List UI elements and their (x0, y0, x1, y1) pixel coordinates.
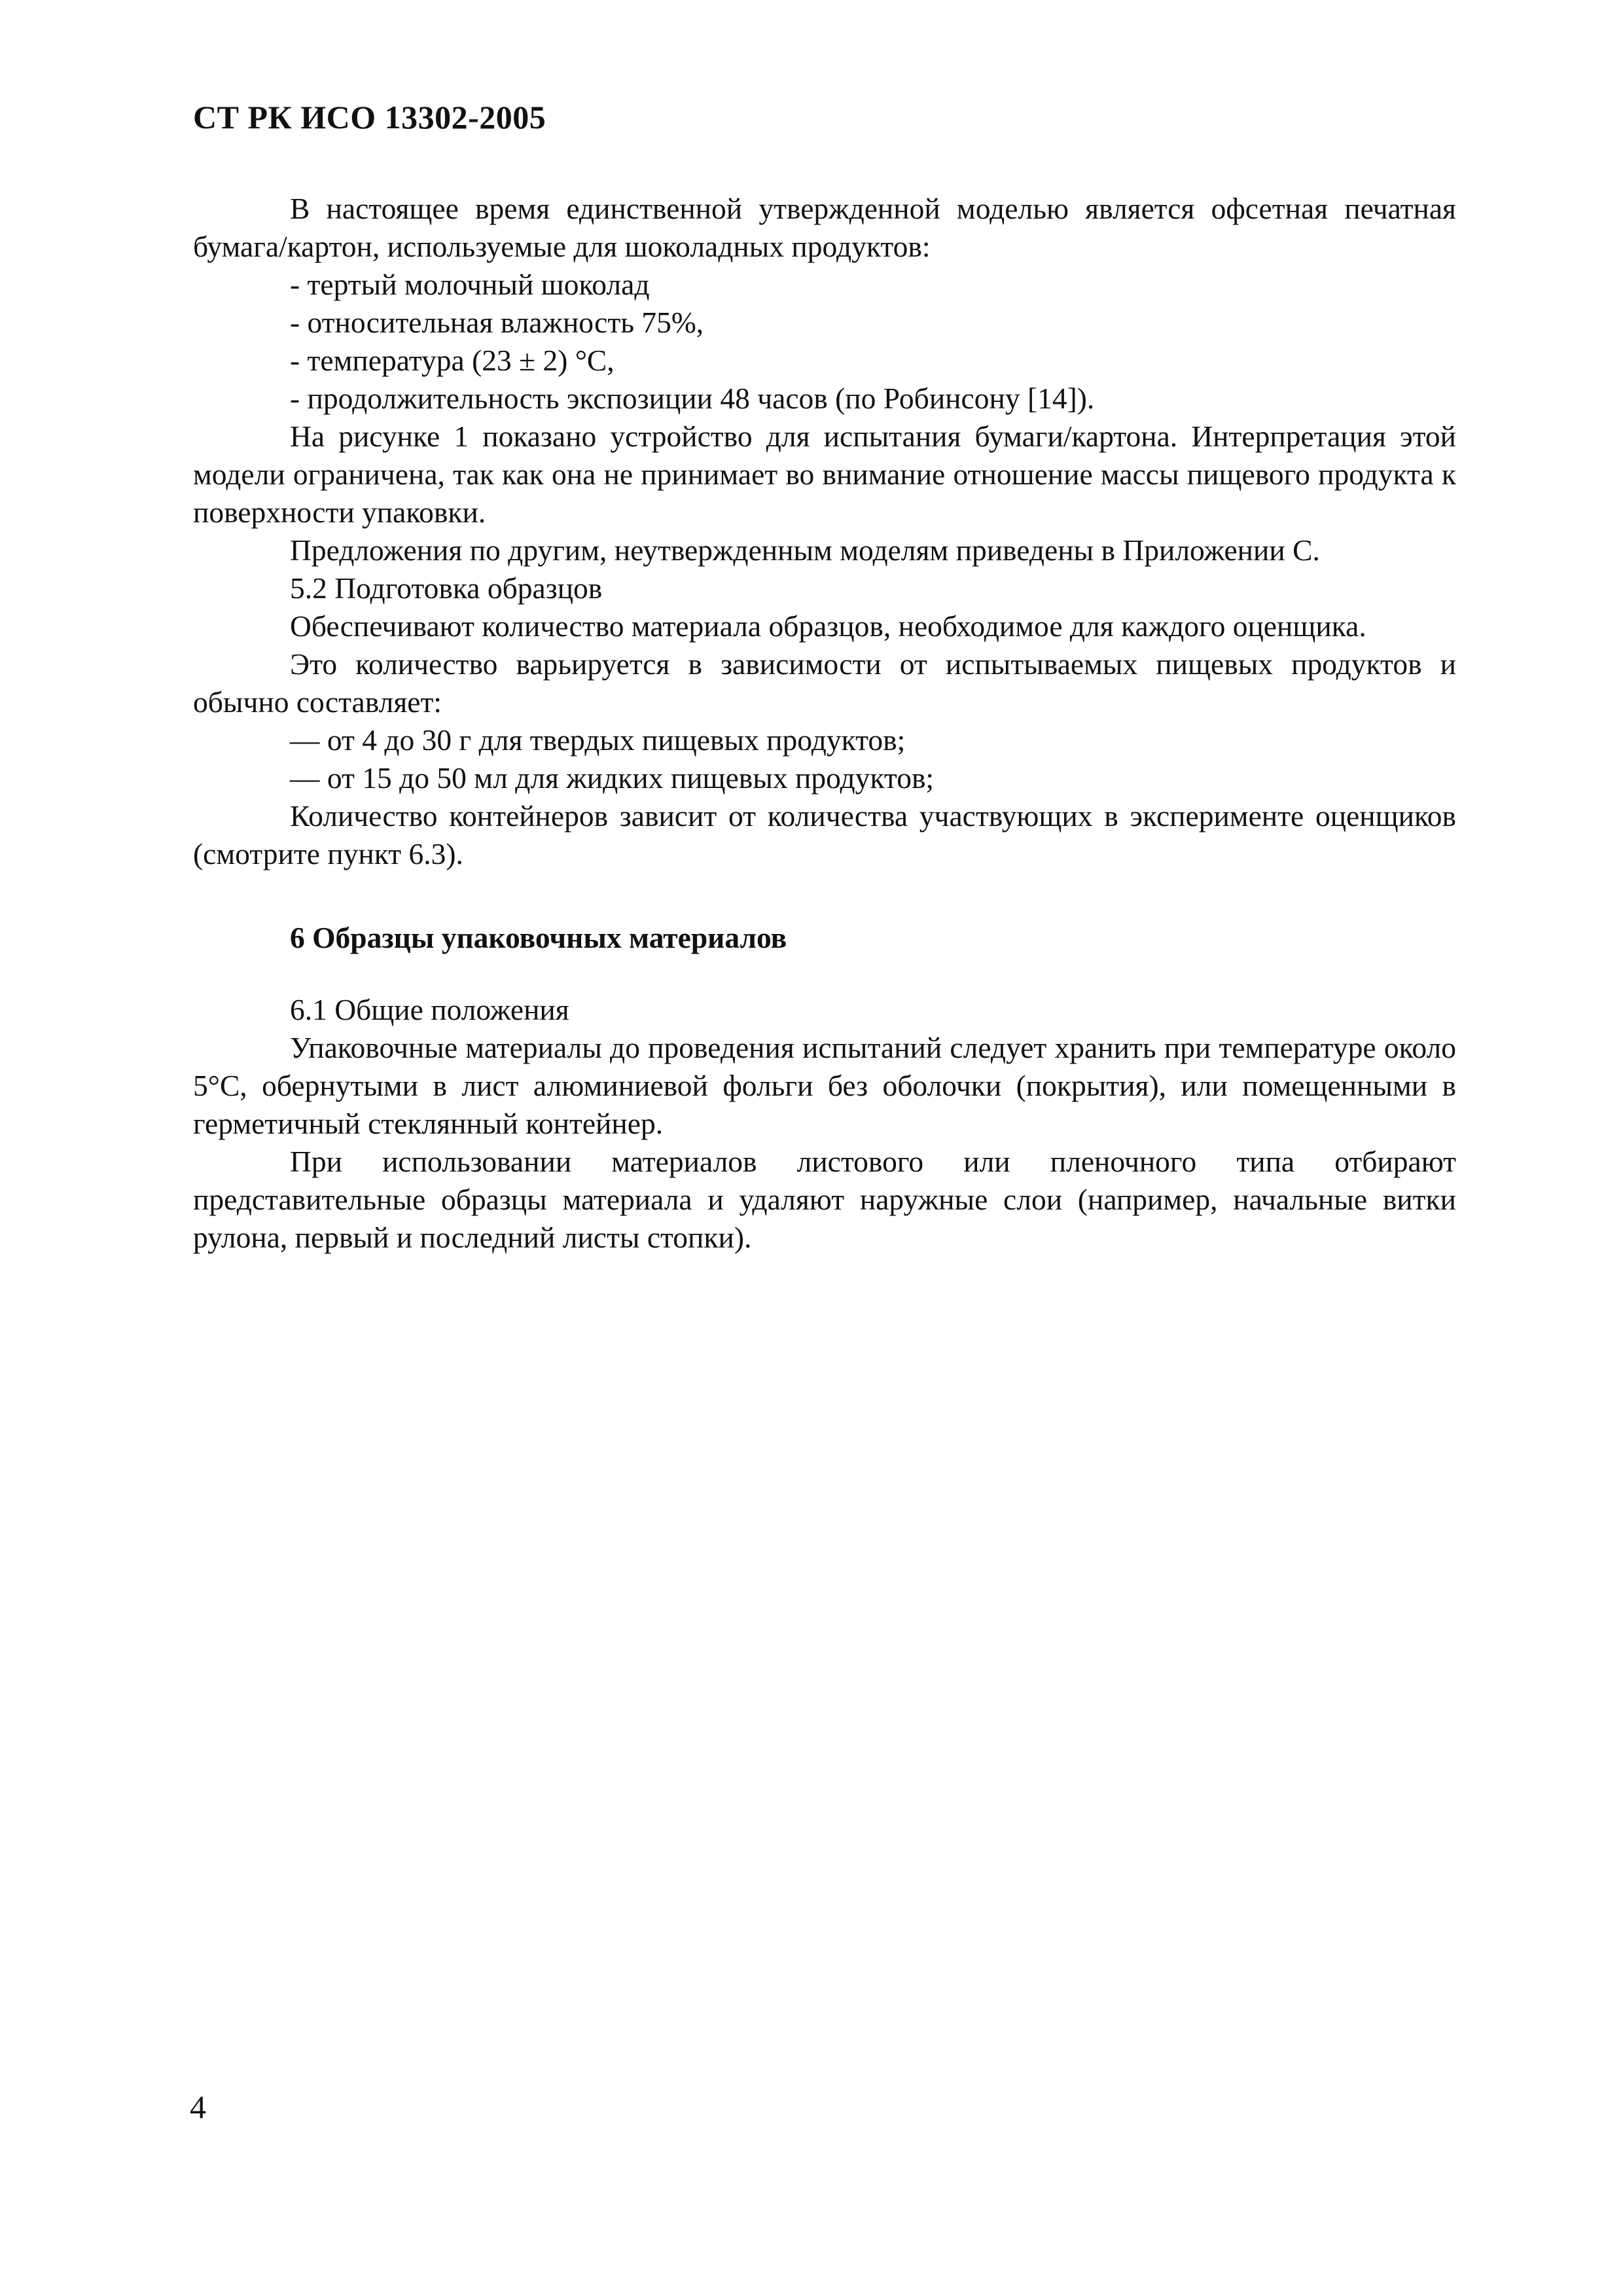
list-item: — от 15 до 50 мл для жидких пищевых продуктов; (290, 761, 935, 795)
paragraph-figure-1: На рисунке 1 показано устройство для испытания бумаги/картона. Интерпретация этой модели ограничена, так как она не принимает во внимание отношение массы пищевого продукта к поверхности упаковки. (193, 420, 1456, 529)
paragraph-model-intro: В настоящее время единственной утвержденной моделью является офсетная печатная бумага/картон, используемые для шоколадных продуктов: (193, 192, 1456, 263)
list-item: - относительная влажность 75%, (290, 306, 704, 339)
subsection-5-2-title: 5.2 Подготовка образцов (290, 571, 603, 605)
paragraph-storage: Упаковочные материалы до проведения испытаний следует хранить при температуре около 5°С, обернутыми в лист алюминиевой фольги без оболочки (покрытия), или помещенными в герметичный стеклянный контейнер. (193, 1031, 1456, 1140)
paragraph-sample-amount: Обеспечивают количество материала образцов, необходимое для каждого оценщика. (290, 609, 1366, 643)
paragraph-annex-c: Предложения по другим, неутвержденным моделям приведены в Приложении С. (290, 533, 1320, 567)
list-item: - температура (23 ± 2) °С, (290, 344, 615, 377)
standard-code-header: СТ РК ИСО 13302-2005 (193, 99, 546, 135)
subsection-6-1-title: 6.1 Общие положения (290, 993, 569, 1026)
list-item: - продолжительность экспозиции 48 часов (по Робинсону [14]). (290, 382, 1095, 415)
page-number: 4 (190, 2089, 206, 2125)
paragraph-sheet-materials: При использовании материалов листового или пленочного типа отбирают представительные образцы материала и удаляют наружные слои (например, начальные витки рулона, первый и последний листы стопки). (193, 1145, 1456, 1254)
body-text (193, 190, 1456, 1257)
list-item: — от 4 до 30 г для твердых пищевых продуктов; (290, 723, 906, 757)
paragraph-quantity-varies: Это количество варьируется в зависимости от испытываемых пищевых продуктов и обычно составляет: (193, 647, 1456, 719)
section-6-heading: 6 Образцы упаковочных материалов (290, 921, 787, 954)
paragraph-containers: Количество контейнеров зависит от количества участвующих в эксперименте оценщиков (смотрите пункт 6.3). (193, 799, 1456, 870)
list-item: - тертый молочный шоколад (290, 268, 650, 301)
